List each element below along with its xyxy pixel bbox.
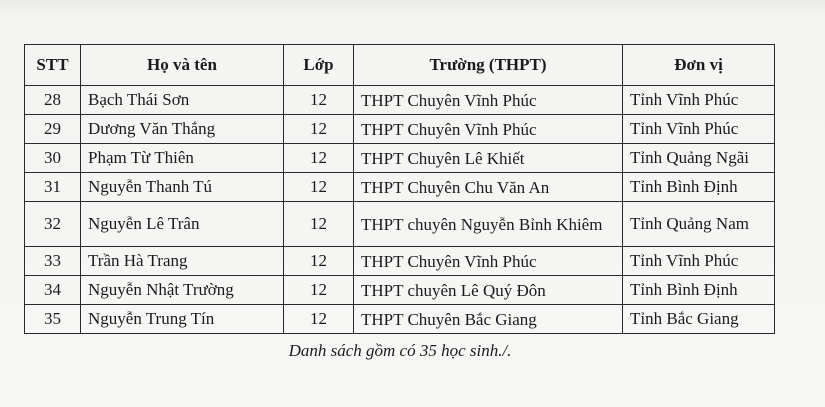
cell-stt: 28 bbox=[25, 86, 81, 115]
header-unit: Đơn vị bbox=[623, 45, 775, 86]
table-row bbox=[25, 276, 775, 305]
cell-name: Nguyễn Lê Trân bbox=[81, 202, 284, 247]
table-row bbox=[25, 202, 775, 247]
table-row bbox=[25, 86, 775, 115]
cell-school: THPT Chuyên Bắc Giang bbox=[354, 305, 623, 334]
cell-class: 12 bbox=[284, 86, 354, 115]
cell-stt: 34 bbox=[25, 276, 81, 305]
cell-unit: Tỉnh Bình Định bbox=[623, 173, 775, 202]
table-header bbox=[25, 45, 775, 86]
cell-stt: 31 bbox=[25, 173, 81, 202]
header-class: Lớp bbox=[284, 45, 354, 86]
cell-name: Nguyễn Nhật Trường bbox=[81, 276, 284, 305]
cell-stt: 30 bbox=[25, 144, 81, 173]
table-row bbox=[25, 305, 775, 334]
cell-unit: Tỉnh Quảng Nam bbox=[623, 202, 775, 247]
cell-school: THPT Chuyên Lê Khiết bbox=[354, 144, 623, 173]
table-row bbox=[25, 144, 775, 173]
header-stt: STT bbox=[25, 45, 81, 86]
cell-name: Bạch Thái Sơn bbox=[81, 86, 284, 115]
cell-school: THPT Chuyên Vĩnh Phúc bbox=[354, 115, 623, 144]
student-table-container bbox=[24, 44, 774, 334]
cell-class: 12 bbox=[284, 247, 354, 276]
cell-stt: 32 bbox=[25, 202, 81, 247]
cell-name: Nguyễn Thanh Tú bbox=[81, 173, 284, 202]
cell-school: THPT chuyên Lê Quý Đôn bbox=[354, 276, 623, 305]
cell-class: 12 bbox=[284, 276, 354, 305]
cell-name: Nguyễn Trung Tín bbox=[81, 305, 284, 334]
cell-stt: 29 bbox=[25, 115, 81, 144]
cell-school: THPT Chuyên Chu Văn An bbox=[354, 173, 623, 202]
cell-name: Phạm Từ Thiên bbox=[81, 144, 284, 173]
cell-class: 12 bbox=[284, 202, 354, 247]
table-row bbox=[25, 115, 775, 144]
cell-name: Trần Hà Trang bbox=[81, 247, 284, 276]
table-row bbox=[25, 247, 775, 276]
cell-unit: Tỉnh Vĩnh Phúc bbox=[623, 115, 775, 144]
header-row bbox=[25, 45, 775, 86]
header-school: Trường (THPT) bbox=[354, 45, 623, 86]
cell-school: THPT Chuyên Vĩnh Phúc bbox=[354, 247, 623, 276]
cell-school: THPT Chuyên Vĩnh Phúc bbox=[354, 86, 623, 115]
cell-class: 12 bbox=[284, 115, 354, 144]
cell-unit: Tỉnh Quảng Ngãi bbox=[623, 144, 775, 173]
table-row bbox=[25, 173, 775, 202]
cell-class: 12 bbox=[284, 305, 354, 334]
cell-class: 12 bbox=[284, 173, 354, 202]
student-list-table bbox=[24, 44, 775, 334]
list-summary-note: Danh sách gồm có 35 học sinh./. bbox=[288, 341, 512, 360]
cell-unit: Tỉnh Vĩnh Phúc bbox=[623, 247, 775, 276]
cell-stt: 33 bbox=[25, 247, 81, 276]
cell-stt: 35 bbox=[25, 305, 81, 334]
cell-name: Dương Văn Thắng bbox=[81, 115, 284, 144]
cell-unit: Tỉnh Bình Định bbox=[623, 276, 775, 305]
table-body bbox=[25, 86, 775, 334]
cell-unit: Tỉnh Bắc Giang bbox=[623, 305, 775, 334]
cell-school: THPT chuyên Nguyễn Bỉnh Khiêm bbox=[354, 202, 623, 247]
cell-class: 12 bbox=[284, 144, 354, 173]
header-name: Họ và tên bbox=[81, 45, 284, 86]
cell-unit: Tỉnh Vĩnh Phúc bbox=[623, 86, 775, 115]
